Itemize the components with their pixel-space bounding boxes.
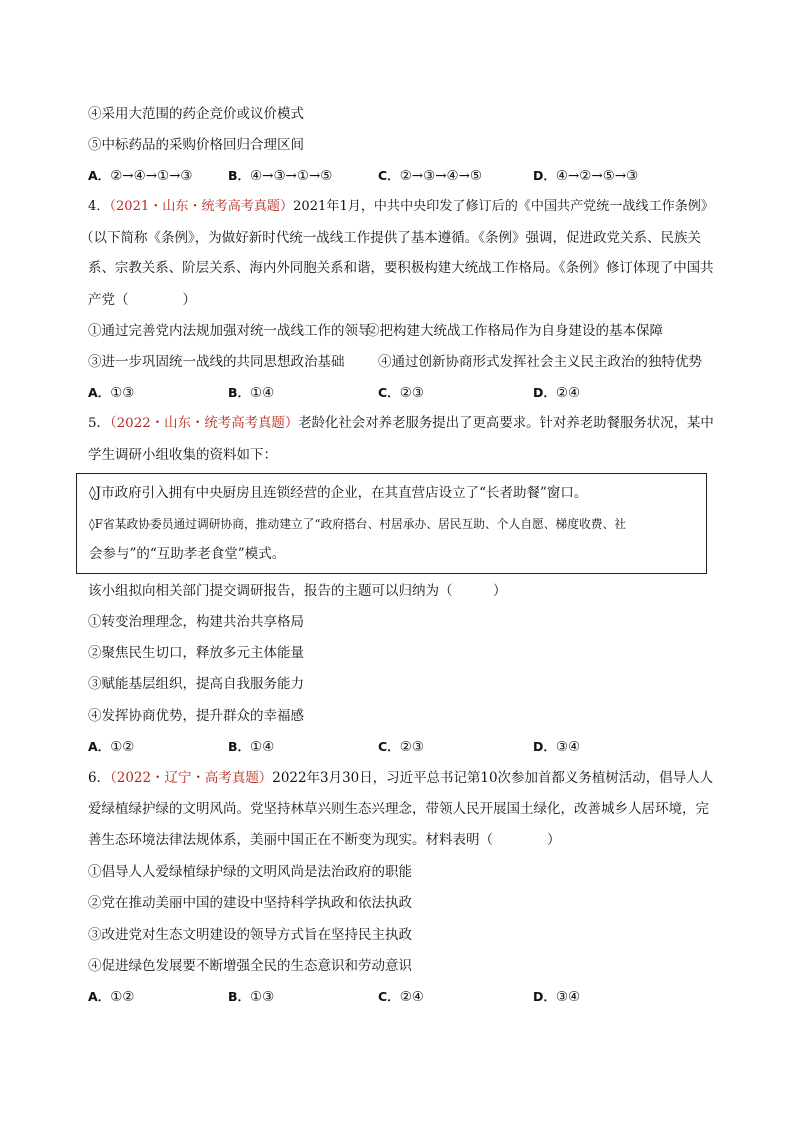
q3-option-b[interactable]: B．④→③→①→⑤ (228, 168, 333, 184)
q3-option-a[interactable]: A．②→④→①→③ (88, 168, 193, 184)
q5-option-a[interactable]: A．①② (88, 739, 135, 755)
q6-option-b[interactable]: B．①③ (228, 989, 275, 1005)
q3-option-c[interactable]: C．②→③→④→⑤ (378, 168, 483, 184)
q6-stem-line-1: 6．（2022・辽宁・高考真题）2022年3月30日，习近平总书记第10次参加首都义务植树活动，倡导人人 (88, 770, 714, 786)
q6-item-4: ④促进绿色发展要不断增强全民的生态意识和劳动意识 (88, 958, 412, 974)
q4-item-1: ①通过完善党内法规加强对统一战线工作的领导 (88, 323, 372, 339)
q5-option-d[interactable]: D．③④ (533, 739, 581, 755)
q6-options (88, 987, 708, 1007)
q5-item-4: ④发挥协商优势，提升群众的幸福感 (88, 708, 304, 724)
q4-stem-line-4: 产党（ ） (88, 292, 196, 308)
q5-item-2: ②聚焦民生切口，释放多元主体能量 (88, 645, 304, 661)
q6-option-d[interactable]: D．③④ (533, 989, 581, 1005)
q6-number: 6． (88, 770, 111, 786)
q6-option-a[interactable]: A．①② (88, 989, 135, 1005)
q5-question: 该小组拟向相关部门提交调研报告，报告的主题可以归纳为（ ） (88, 583, 507, 599)
q3-item-5: ⑤中标药品的采购价格回归合理区间 (88, 137, 304, 153)
q4-option-c[interactable]: C．②③ (378, 385, 424, 401)
q4-stem-line-1: 4．（2021・山东・统考高考真题）2021年1月，中共中央印发了修订后的《中国共产党统一战线工作条例》 (88, 199, 714, 214)
q4-number: 4． (88, 199, 110, 214)
q5-material-line-1: ◊J市政府引入拥有中央厨房且连锁经营的企业，在其直营店设立了“长者助餐”窗口。 (89, 485, 588, 501)
q3-options (88, 166, 708, 186)
q5-material-line-2: ◊F省某政协委员通过调研协商，推动建立了“政府搭台、村居承办、居民互助、个人自愿、梯度收费、社 (89, 517, 626, 531)
q4-items-row-2 (88, 352, 702, 372)
q4-source-tag: （2021・山东・统考高考真题） (109, 199, 294, 214)
q6-item-2: ②党在推动美丽中国的建设中坚持科学执政和依法执政 (88, 895, 412, 911)
q4-item-3: ③进一步巩固统一战线的共同思想政治基础 (88, 354, 345, 370)
q5-options (88, 737, 708, 757)
q4-option-d[interactable]: D．②④ (533, 385, 581, 401)
q5-material-line-3: 会参与”的“互助孝老食堂”模式。 (89, 546, 286, 562)
q6-source-tag: （2022・辽宁・高考真题） (110, 770, 273, 786)
q4-option-a[interactable]: A．①③ (88, 385, 135, 401)
q5-source-tag: （2022・山东・统考高考真题） (109, 416, 299, 431)
q5-option-c[interactable]: C．②③ (378, 739, 424, 755)
q3-item-4: ④采用大范围的药企竞价或议价模式 (88, 106, 304, 122)
q4-items-row-1 (88, 321, 663, 341)
q3-option-d[interactable]: D．④→②→⑤→③ (533, 168, 639, 184)
q5-material-box (76, 473, 707, 574)
q4-stem-line-2: （以下简称《条例》，为做好新时代统一战线工作提供了基本遵循。《条例》强调，促进政党关系、民族关 (80, 230, 701, 246)
q5-item-3: ③赋能基层组织，提高自我服务能力 (88, 676, 304, 692)
q4-options (88, 383, 708, 403)
q6-option-c[interactable]: C．②④ (378, 989, 424, 1005)
q4-option-b[interactable]: B．①④ (228, 385, 275, 401)
q5-stem-line-2: 学生调研小组收集的资料如下： (88, 447, 277, 463)
q5-item-1: ①转变治理理念，构建共治共享格局 (88, 614, 304, 630)
q4-item-2: ②把构建大统战工作格局作为自身建设的基本保障 (366, 323, 663, 339)
q6-item-1: ①倡导人人爱绿植绿护绿的文明风尚是法治政府的职能 (88, 864, 412, 880)
q4-stem-line-3: 系、宗教关系、阶层关系、海内外同胞关系和谐，要积极构建大统战工作格局。《条例》修订体现了中国共 (88, 261, 714, 276)
q6-stem-line-3: 善生态环境法律法规体系，美丽中国正在不断变为现实。材料表明（ ） (88, 832, 561, 848)
q6-stem-line-2: 爱绿植绿护绿的文明风尚。党坚持林草兴则生态兴理念，带领人民开展国土绿化，改善城乡人居环境，完 (88, 801, 709, 817)
q5-number: 5． (88, 416, 110, 431)
q6-item-3: ③改进党对生态文明建设的领导方式旨在坚持民主执政 (88, 927, 412, 943)
q5-stem-line-1: 5．（2022・山东・统考高考真题）老龄化社会对养老服务提出了更高要求。针对养老助餐服务状况，某中 (88, 416, 714, 431)
q5-option-b[interactable]: B．①④ (228, 739, 275, 755)
q4-item-4: ④通过创新协商形式发挥社会主义民主政治的独特优势 (378, 354, 702, 370)
